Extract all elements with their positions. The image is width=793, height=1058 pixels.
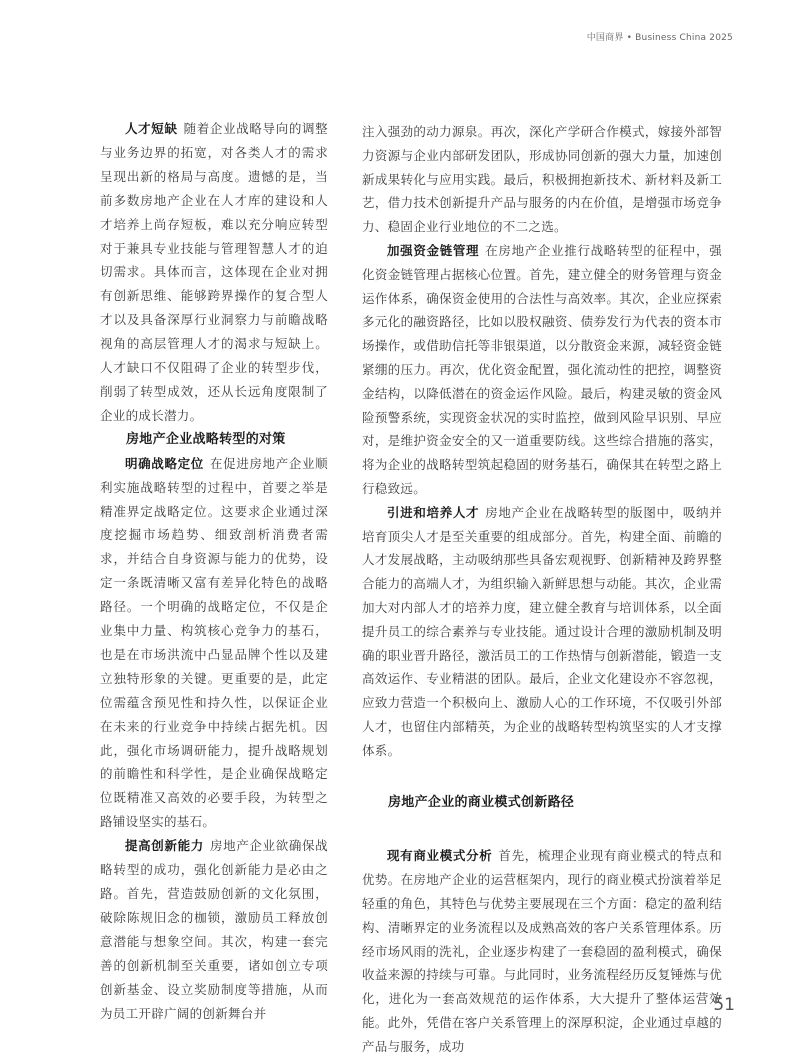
paragraph-strategic-positioning <box>100 452 328 835</box>
lead-talent-shortage: 人才短缺 <box>125 121 178 136</box>
body-talent-cultivation: 房地产企业在战略转型的版图中，吸纳并培育顶尖人才是至关重要的组成部分。首先，构建全面、前瞻的人才发展战略，主动吸纳那些具备宏观视野、创新精神及跨界整合能力的高端人才，为组织输入新鲜思想与动能。其次，企业需加大对内部人才的培养力度，建立健全教育与培训体系，以全面提升员工的综合素养与专业技能。通过设计合理的激励机制及明确的职业晋升路径，激活员工的工作热情与创新潜能，锻造一支高效运作、专业精湛的团队。最后，企业文化建设亦不容忽视，应致力营造一个积极向上、激励人心的工作环境，不仅吸引外部人才，也留住内部精英，为企业的战略转型构筑坚实的人才支撑体系。 <box>362 504 722 758</box>
body-innovation: 房地产企业欲确保战略转型的成功，强化创新能力是必由之路。首先，营造鼓励创新的文化氛围，破除陈规旧念的枷锁，激励员工释放创意潜能与想象空间。其次，构建一套完善的创新机制至关重要，诸如创立专项创新基金、设立奖励制度等措施，从而为员工开辟广阔的创新舞台并 <box>100 838 328 1021</box>
body-capital-chain: 在房地产企业推行战略转型的征程中，强化资金链管理占据核心位置。首先，建立健全的财务管理与资金运作体系，确保资金使用的合法性与高效率。其次，企业应探索多元化的融资路径，比如以股权融资、债券发行为代表的资本市场操作，或借助信托等非银渠道，以分散资金来源，减轻资金链紧绷的压力。再次，优化资金配置，强化流动性的把控，调整资金结构，以降低潜在的资金运作风险。最后，构建灵敏的资金风险预警系统，实现资金状况的实时监控，做到风险早识别、早应对，是维护资金安全的又一道重要防线。这些综合措施的落实，将为企业的战略转型筑起稳固的财务基石，确保其在转型之路上行稳致远。 <box>362 242 722 496</box>
lead-innovation: 提高创新能力 <box>125 838 204 854</box>
section-title-strategy: 房地产企业战略转型的对策 <box>126 431 286 447</box>
lead-strategic-positioning: 明确战略定位 <box>125 455 204 471</box>
section-title-business-model: 房地产企业的商业模式创新路径 <box>388 794 575 810</box>
lead-business-model-analysis: 现有商业模式分析 <box>387 848 493 864</box>
body-talent-shortage: 随着企业战略导向的调整与业务边界的拓宽，对各类人才的需求呈现出新的格局与高度。遗憾的是，当前多数房地产企业在人才库的建设和人才培养上尚存短板，难以充分响应转型对于兼具专业技能与管理智慧人才的迫切需求。具体而言，这体现在企业对拥有创新思维、能够跨界操作的复合型人才以及具备深厚行业洞察力与前瞻战略视角的高层管理人才的渴求与短缺上。人才缺口不仅阻碍了企业的转型步伐，削弱了转型成效，还从长远角度限制了企业的成长潜力。 <box>100 121 328 423</box>
paragraph-business-model-analysis <box>362 844 722 1058</box>
running-header: 中国商界 • Business China 2025 <box>586 33 733 43</box>
body-strategic-positioning: 在促进房地产企业顺利实施战略转型的过程中，首要之举是精准界定战略定位。这要求企业通过深度挖掘市场趋势、细致剖析消费者需求，并结合自身资源与能力的优势，设定一条既清晰又富有差异化特色的战略路径。一个明确的战略定位，不仅是企业集中力量、构筑核心竞争力的基石，也是在市场洪流中凸显品牌个性以及建立独特形象的关键。更重要的是，此定位需蕴含预见性和持久性，以保证企业在未来的行业竞争中持续占据先机。因此，强化市场调研能力，提升战略规划的前瞻性和科学性，是企业确保战略定位既精准又高效的必要手段，为转型之路铺设坚实的基石。 <box>100 455 328 830</box>
paragraph-capital-chain <box>362 239 722 501</box>
paragraph-talent-cultivation <box>362 501 722 763</box>
lead-capital-chain: 加强资金链管理 <box>387 242 480 258</box>
paragraph-innovation-cont: 注入强劲的动力源泉。再次，深化产学研合作模式，嫁接外部智力资源与企业内部研发团队，形成协同创新的强大力量，加速创新成果转化与应用实践。最后，积极拥抱新技术、新材料及新工艺，借力技术创新提升产品与服务的内在价值，是增强市场竞争力、稳固企业行业地位的不二之选。 <box>362 124 722 235</box>
lead-talent-cultivation: 引进和培养人才 <box>387 504 480 520</box>
paragraph-talent-shortage <box>100 117 328 428</box>
left-column <box>100 117 328 1025</box>
right-column <box>362 120 722 1058</box>
paragraph-innovation <box>100 834 328 1025</box>
page-number: 51 <box>713 995 735 1015</box>
body-business-model-analysis: 首先，梳理企业现有商业模式的特点和优势。在房地产企业的运营框架内，现行的商业模式扮演着举足轻重的角色，其特色与优势主要展现在三个方面：稳定的盈利结构、清晰界定的业务流程以及成熟高效的客户关系管理体系。历经市场风雨的洗礼，企业逐步构建了一套稳固的盈利模式，确保收益来源的持续与可靠。与此同时，业务流程经历反复锤炼与优化，进化为一套高效规范的运作体系，大大提升了整体运营效能。此外，凭借在客户关系管理上的深厚积淀，企业通过卓越的产品与服务，成功 <box>362 848 722 1054</box>
